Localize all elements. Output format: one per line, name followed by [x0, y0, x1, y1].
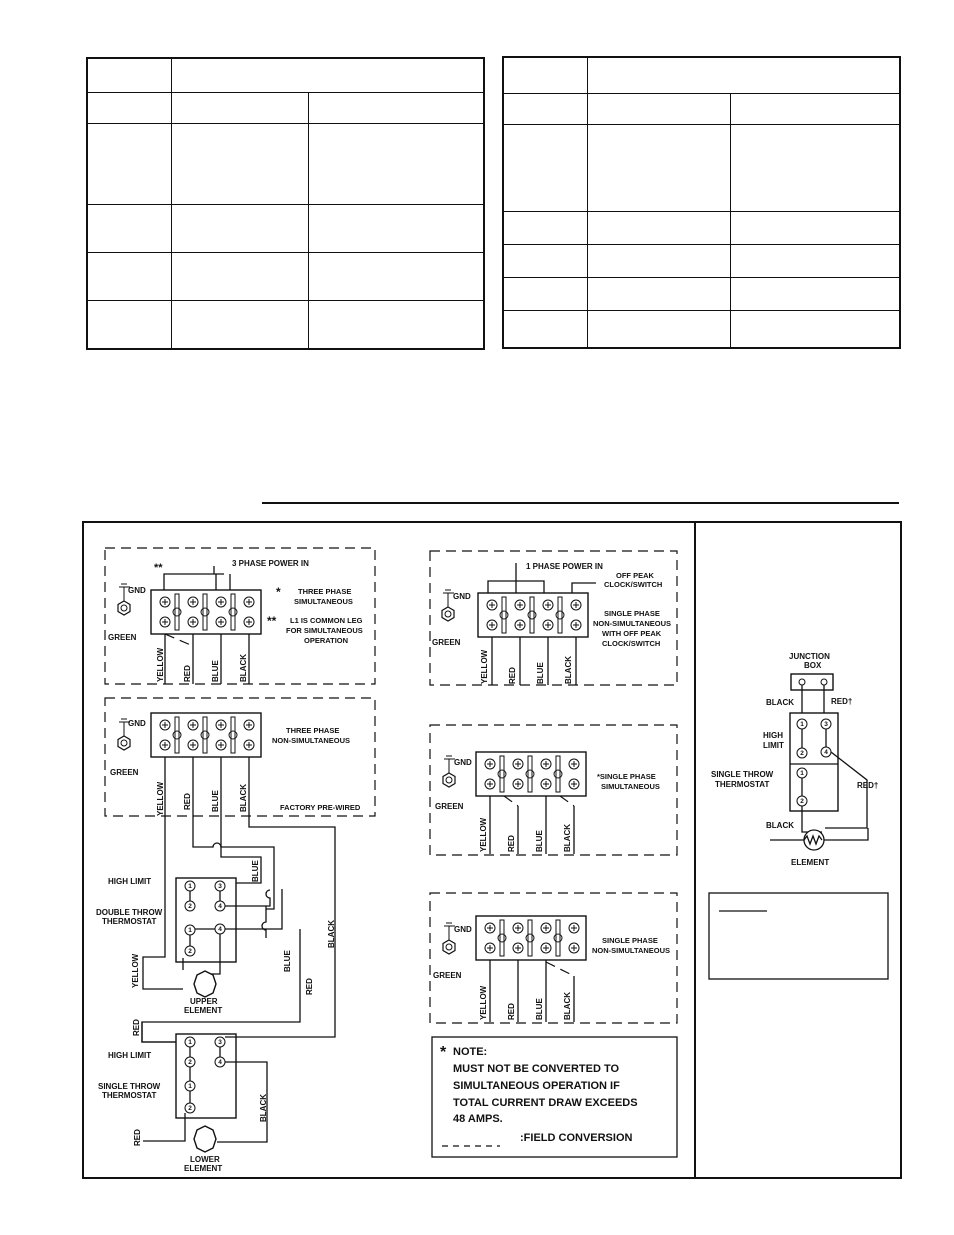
double-star-note: **: [267, 614, 277, 628]
wire-label: RED: [183, 665, 192, 682]
high-limit-label: LIMIT: [763, 741, 784, 750]
wire-label: BLUE: [535, 830, 544, 852]
panel-1phase-simultaneous: [430, 725, 677, 855]
wire-label: RED: [183, 793, 192, 810]
note-line: SIMULTANEOUS OPERATION IF: [453, 1080, 620, 1092]
panel-label: *SINGLE PHASE: [597, 772, 656, 781]
wire-label: BLACK: [766, 698, 794, 707]
thermostat-label: THERMOSTAT: [102, 1091, 157, 1100]
junction-box-label: BOX: [804, 661, 822, 670]
panel-label: NON-SIMULTANEOUS: [593, 619, 672, 628]
panel-3phase-simultaneous: [105, 548, 375, 684]
panel-label: WITH OFF PEAK: [602, 629, 662, 638]
svg-text:2: 2: [188, 948, 192, 955]
wire-label: YELLOW: [156, 781, 165, 816]
junction-terminal: [799, 679, 805, 685]
wire-label: BLUE: [211, 660, 220, 682]
high-limit-label: HIGH LIMIT: [108, 1051, 152, 1060]
terminal-block: [478, 593, 588, 637]
terminal-block: [151, 713, 261, 757]
svg-text:3: 3: [824, 721, 828, 728]
clock-label: OFF PEAK: [616, 571, 654, 580]
clock-feed: [572, 583, 596, 593]
double-star: **: [154, 562, 163, 574]
note-line: L1 IS COMMON LEG: [290, 616, 363, 625]
lower-element-icon: [194, 1126, 216, 1152]
gnd-label: GND: [453, 592, 471, 601]
note-simultaneous: SIMULTANEOUS: [294, 597, 353, 606]
power-feed-lines: [164, 566, 230, 590]
svg-text:1: 1: [188, 927, 192, 934]
lower-thermostat-assembly: [98, 1019, 315, 1173]
terminal-block: [476, 752, 586, 796]
svg-text:4: 4: [824, 749, 828, 756]
factory-label: FACTORY PRE-WIRED: [280, 803, 361, 812]
wire-label: YELLOW: [479, 985, 488, 1020]
svg-text:2: 2: [188, 1059, 192, 1066]
wire-label: BLUE: [536, 662, 545, 684]
panel-1phase-offpeak: [430, 551, 677, 685]
wire-label: BLUE: [535, 998, 544, 1020]
thermostat-box: [790, 713, 838, 811]
note-star: *: [440, 1044, 447, 1061]
wire-label: RED†: [857, 781, 879, 790]
single-element-wiring: [709, 652, 888, 979]
wire-label: BLACK: [766, 821, 794, 830]
wire-label: YELLOW: [480, 649, 489, 684]
lead-wires: [165, 634, 249, 684]
note-line: MUST NOT BE CONVERTED TO: [453, 1063, 620, 1075]
single-star: *: [276, 585, 281, 599]
lower-element-label: ELEMENT: [184, 1164, 223, 1173]
high-limit-label: HIGH LIMIT: [108, 877, 152, 886]
junction-terminal: [821, 679, 827, 685]
wire-label: BLUE: [283, 950, 292, 972]
wire-label: RED†: [831, 697, 853, 706]
svg-text:1: 1: [800, 721, 804, 728]
gnd-label: GND: [128, 586, 146, 595]
wire-label: RED: [133, 1129, 142, 1146]
wire-label: RED: [507, 835, 516, 852]
double-throw-label: DOUBLE THROW: [96, 908, 163, 917]
thermostat-label: THERMOSTAT: [715, 780, 770, 789]
panel-label: SIMULTANEOUS: [601, 782, 660, 791]
single-throw-label: SINGLE THROW: [98, 1082, 161, 1091]
gnd-label: GND: [454, 758, 472, 767]
field-jumper: [546, 962, 574, 976]
wire-label: YELLOW: [156, 647, 165, 682]
wire-label: BLACK: [239, 654, 248, 682]
wire-label: RED: [305, 978, 314, 995]
svg-text:2: 2: [800, 798, 804, 805]
note-line: 48 AMPS.: [453, 1113, 503, 1125]
upper-thermostat-assembly: [96, 877, 314, 1042]
element-label: ELEMENT: [791, 858, 830, 867]
gnd-label: GND: [454, 925, 472, 934]
clock-label: CLOCK/SWITCH: [604, 580, 663, 589]
green-label: GREEN: [110, 768, 139, 777]
note-title: NOTE:: [453, 1046, 488, 1058]
wire-label: BLACK: [563, 824, 572, 852]
panel-label: THREE PHASE: [286, 726, 340, 735]
note-line: TOTAL CURRENT DRAW EXCEEDS: [453, 1097, 638, 1109]
svg-text:3: 3: [218, 1039, 222, 1046]
wire-label: BLACK: [259, 1094, 268, 1122]
legend-label: :FIELD CONVERSION: [520, 1132, 633, 1144]
thermostat-label: THERMOSTAT: [102, 917, 157, 926]
svg-text:2: 2: [800, 750, 804, 757]
svg-text:4: 4: [218, 903, 222, 910]
field-jumpers: [504, 796, 574, 806]
panel-label: NON-SIMULTANEOUS: [272, 736, 351, 745]
wire-label: BLACK: [563, 992, 572, 1020]
wire-label: BLUE: [251, 860, 260, 882]
panel-label: SINGLE PHASE: [602, 936, 658, 945]
note-box: [432, 1037, 677, 1157]
panel-1phase-nonsimultaneous: [430, 893, 677, 1023]
note-line: FOR SIMULTANEOUS: [286, 626, 363, 635]
note-line: OPERATION: [304, 636, 349, 645]
wire-label: BLACK: [239, 784, 248, 812]
wire-label: YELLOW: [479, 817, 488, 852]
svg-text:2: 2: [188, 1105, 192, 1112]
svg-text:2: 2: [188, 903, 192, 910]
wire-label: BLACK: [564, 656, 573, 684]
upper-element-label: UPPER: [190, 997, 218, 1006]
terminal-block: [476, 916, 586, 960]
field-jumper: [165, 634, 193, 646]
junction-box-label: JUNCTION: [789, 652, 830, 661]
terminal-block: [151, 590, 261, 634]
svg-text:4: 4: [218, 1059, 222, 1066]
svg-text:3: 3: [218, 883, 222, 890]
power-in-label: 3 PHASE POWER IN: [232, 559, 309, 568]
lead-wires: [490, 796, 574, 854]
green-label: GREEN: [435, 802, 464, 811]
panel-label: SINGLE PHASE: [604, 609, 660, 618]
note-three-phase: THREE PHASE: [298, 587, 352, 596]
svg-text:4: 4: [218, 926, 222, 933]
high-limit-label: HIGH: [763, 731, 783, 740]
panel-label: NON-SIMULTANEOUS: [592, 946, 671, 955]
panel-label: CLOCK/SWITCH: [602, 639, 661, 648]
svg-text:1: 1: [188, 883, 192, 890]
wire-label: RED: [507, 1003, 516, 1020]
power-in-label: 1 PHASE POWER IN: [526, 562, 603, 571]
thermostat-box: [176, 1034, 236, 1118]
single-throw-label: SINGLE THROW: [711, 770, 774, 779]
green-label: GREEN: [432, 638, 461, 647]
svg-text:1: 1: [800, 770, 804, 777]
wire-label: YELLOW: [131, 953, 140, 988]
green-label: GREEN: [433, 971, 462, 980]
upper-element-icon: [194, 971, 216, 997]
blue-crossover: [262, 906, 266, 938]
svg-text:1: 1: [188, 1083, 192, 1090]
wire-label: RED: [508, 667, 517, 684]
black-wire: [249, 757, 335, 1037]
svg-text:1: 1: [188, 1039, 192, 1046]
panel-3phase-nonsimultaneous: [105, 698, 375, 1037]
gnd-label: GND: [128, 719, 146, 728]
wire-label: BLUE: [211, 790, 220, 812]
legend-box: [709, 893, 888, 979]
wire-label: RED: [132, 1019, 141, 1036]
wire-label: BLACK: [327, 920, 336, 948]
upper-element-label: ELEMENT: [184, 1006, 223, 1015]
green-label: GREEN: [108, 633, 137, 642]
lower-element-label: LOWER: [190, 1155, 220, 1164]
